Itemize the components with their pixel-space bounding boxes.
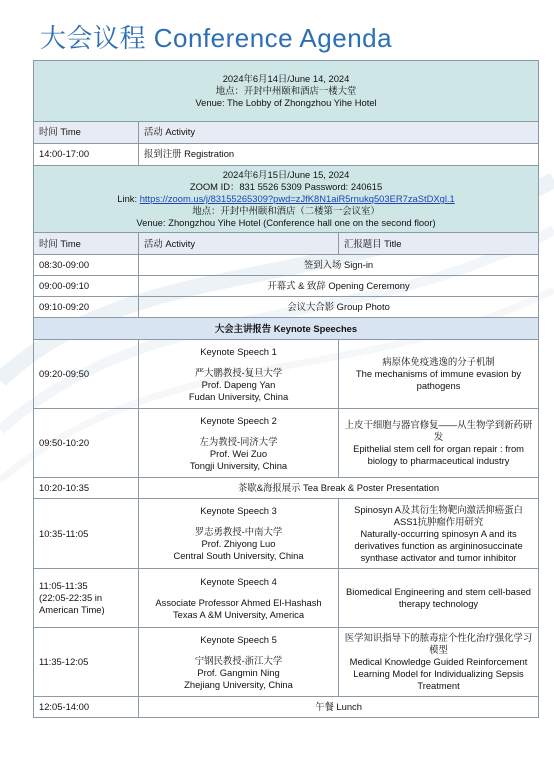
day1-location-cn: 地点：开封中州颐和酒店一楼大堂 (215, 84, 357, 96)
break-row (34, 478, 539, 499)
keynote-row-1 (34, 340, 539, 409)
opening-time: 09:00-09:10 (34, 276, 139, 297)
day2-location-cn: 地点：开封中州颐和酒店（二楼第一会议室） (192, 205, 380, 217)
keynote-1-affiliation: Fudan University, China (188, 390, 289, 402)
day1-venue: Venue: The Lobby of Zhongzhou Yihe Hotel (195, 97, 377, 109)
keynote-2-label: Keynote Speech 2 (200, 414, 277, 426)
keynote-2-speaker (139, 409, 339, 478)
keynote-2-title (339, 409, 539, 478)
keynote-5-speaker (139, 628, 339, 697)
day1-col-time: 时间 Time (34, 122, 139, 144)
opening-activity: 开幕式 & 致辞 Opening Ceremony (139, 276, 539, 297)
keynote-3-label: Keynote Speech 3 (200, 505, 277, 517)
day1-col-activity: 活动 Activity (139, 122, 539, 144)
keynote-5-affiliation: Zhejiang University, China (184, 678, 293, 690)
keynote-1-label: Keynote Speech 1 (200, 345, 277, 357)
zoom-link[interactable]: https://zoom.us/j/83155265309?pwd=zJfK8N1aiR5rnukq503ER7zaStDXgl.1 (139, 193, 455, 205)
keynote-header: 大会主讲报告 Keynote Speeches (34, 318, 539, 340)
keynote-1-time: 09:20-09:50 (34, 340, 139, 409)
day2-date: 2024年6月15日/June 15, 2024 (222, 169, 350, 180)
keynote-5-time: 11:35-12:05 (34, 628, 139, 697)
keynote-3-affiliation: Central South University, China (173, 550, 304, 562)
keynote-5-name-en: Prof. Gangmin Ning (197, 666, 280, 678)
keynote-2-title-cn: 上皮干细胞与器官修复——从生物学到新药研发 (344, 419, 533, 443)
keynote-1-name-cn: 严大鹏教授-复旦大学 (194, 366, 283, 378)
keynote-4-speaker (139, 569, 339, 628)
keynote-3-time: 10:35-11:05 (34, 499, 139, 569)
photo-activity: 会议大合影 Group Photo (139, 297, 539, 318)
keynote-5-title-cn: 医学知识指导下的脓毒症个性化治疗强化学习模型 (344, 632, 533, 656)
day2-venue: Venue: Zhongzhou Yihe Hotel (Conference hall one on the second floor) (136, 217, 436, 229)
lunch-time: 12:05-14:00 (34, 697, 139, 718)
day2-col-time: 时间 Time (34, 233, 139, 255)
lunch-row (34, 697, 539, 718)
keynote-5-name-cn: 宁钢民教授-浙江大学 (194, 654, 283, 666)
keynote-4-label: Keynote Speech 4 (200, 575, 277, 587)
keynote-header-row (34, 318, 539, 340)
keynote-row-3 (34, 499, 539, 569)
keynote-4-time: 11:05-11:35 (39, 580, 88, 592)
keynote-1-title-en: The mechanisms of immune evasion by pathogens (355, 368, 522, 392)
keynote-1-speaker (139, 340, 339, 409)
keynote-row-5 (34, 628, 539, 697)
day2-info-cell (34, 166, 539, 233)
registration-time: 14:00-17:00 (34, 144, 139, 166)
signin-time: 08:30-09:00 (34, 255, 139, 276)
registration-row (34, 144, 539, 166)
keynote-4-time-note: (22:05-22:35 in American Time) (39, 592, 105, 616)
keynote-5-label: Keynote Speech 5 (200, 633, 277, 645)
keynote-1-name-en: Prof. Dapeng Yan (201, 378, 276, 390)
day2-info-row (34, 166, 539, 233)
keynote-1-title (339, 340, 539, 409)
zoom-link-label: Link: (117, 193, 140, 205)
keynote-4-title-en: Biomedical Engineering and stem cell-based therapy technology (346, 586, 532, 610)
day1-info-row (34, 61, 539, 122)
signin-row (34, 255, 539, 276)
signin-activity: 签到入场 Sign-in (139, 255, 539, 276)
keynote-5-title (339, 628, 539, 697)
break-time: 10:20-10:35 (34, 478, 139, 499)
keynote-3-title-cn: Spinosyn A及其衍生物靶向激活抑癌蛋白ASS1抗肿瘤作用研究 (354, 503, 523, 527)
keynote-3-name-cn: 罗志勇教授-中南大学 (194, 526, 283, 538)
keynote-row-4 (34, 569, 539, 628)
keynote-4-name-en: Associate Professor Ahmed El-Hashash (155, 596, 322, 608)
day2-header-row (34, 233, 539, 255)
keynote-3-name-en: Prof. Zhiyong Luo (201, 538, 276, 550)
registration-activity: 报到注册 Registration (139, 144, 539, 166)
keynote-1-title-cn: 病原体免疫逃逸的分子机制 (382, 356, 495, 368)
keynote-5-title-en: Medical Knowledge Guided Reinforcement Learning Model for Individualizing Sepsis Treatment (349, 656, 528, 692)
keynote-4-title (339, 569, 539, 628)
page-title: 大会议程 Conference Agenda (40, 23, 393, 53)
keynote-3-title-en: Naturally-occurring spinosyn A and its derivatives function as argininosuccinate synthase activator and tumor inhibitor (354, 527, 523, 563)
agenda-table (33, 60, 539, 718)
keynote-row-2 (34, 409, 539, 478)
lunch-activity: 午餐 Lunch (139, 697, 539, 718)
day1-header-row (34, 122, 539, 144)
day2-col-title: 汇报题目 Title (339, 233, 539, 255)
break-activity: 茶歇&海报展示 Tea Break & Poster Presentation (139, 478, 539, 499)
photo-row (34, 297, 539, 318)
day2-col-activity: 活动 Activity (139, 233, 339, 255)
photo-time: 09:10-09:20 (34, 297, 139, 318)
opening-row (34, 276, 539, 297)
keynote-2-name-cn: 左为教授-同济大学 (199, 435, 278, 447)
keynote-3-speaker (139, 499, 339, 569)
zoom-info: ZOOM ID：831 5526 5309 Password: 240615 (189, 181, 383, 193)
keynote-3-title (339, 499, 539, 569)
keynote-2-time: 09:50-10:20 (34, 409, 139, 478)
keynote-2-name-en: Prof. Wei Zuo (209, 447, 268, 459)
keynote-4-time-cell (34, 569, 139, 628)
day1-info-cell (34, 61, 539, 122)
keynote-4-affiliation: Texas A &M University, America (172, 608, 305, 620)
keynote-2-affiliation: Tongji University, China (189, 459, 288, 471)
keynote-2-title-en: Epithelial stem cell for organ repair : from biology to pharmaceutical industry (353, 443, 524, 467)
day1-date: 2024年6月14日/June 14, 2024 (222, 72, 350, 84)
zoom-link-line (39, 193, 533, 205)
